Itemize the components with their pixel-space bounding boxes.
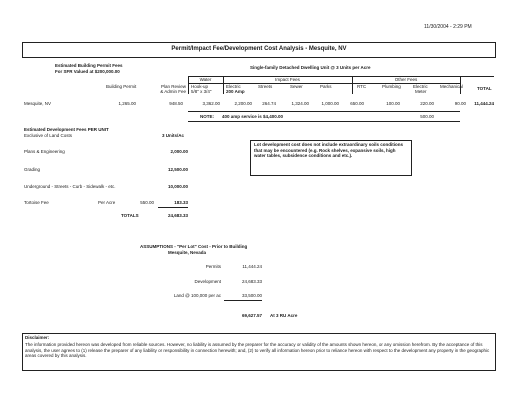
assumption-total-value: 69,627.57	[241, 313, 262, 318]
col-electric-meter-2: Meter	[415, 89, 427, 94]
row-rtc: 650.00	[350, 101, 364, 106]
disclaimer-text: The information provided hereon was developed from reliable sources. However, no liability is assumed by the preparer for the accuracy or validity of the amounts shown hereon, or any omission herefrom. By the acceptance of this analysis, the user agrees to (1) release the preparer of any liability or responsibility in connection herewith; and, (2) to verify all information hereon prior to reliance hereon with respect to the development any property in the geographic areas covered by this analysis.	[25, 342, 490, 358]
timestamp: 11/30/2004 - 2:29 PM	[424, 24, 472, 30]
col-plan-review-2: & Admin Fee	[160, 89, 186, 94]
col-electric-meter-1: Electric	[413, 84, 428, 89]
col-electric-1: Electric	[226, 84, 241, 89]
dev-item-label: Grading	[24, 167, 41, 172]
col-plan-review-1: Plan Review	[160, 84, 186, 89]
totals-value: 24,683.33	[167, 213, 188, 218]
disclaimer-label: Disclaimer:	[25, 335, 50, 340]
col-total: TOTAL	[477, 86, 492, 91]
col-rtc: RTC	[357, 84, 367, 89]
dev-item-label: Underground - Streets - Curb - Sidewalk - etc.	[24, 184, 116, 189]
assumption-permits-label: Permits	[205, 264, 221, 269]
row-plan-review: 948.50	[169, 101, 183, 106]
row-building-permit: 1,265.00	[118, 101, 136, 106]
row-plumbing: 100.00	[386, 101, 400, 106]
dev-item-value: 2,000.00	[170, 149, 188, 154]
row-electric-meter: 220.00	[420, 101, 434, 106]
row-total: 11,444.24	[474, 101, 494, 106]
dev-heading-1: Estimated Development Fees PER UNIT	[24, 127, 109, 132]
col-streets: Streets	[258, 84, 273, 89]
permit-heading-2: For SFR Valued at $200,000.00	[55, 69, 120, 74]
dev-item-value: 10,000.00	[167, 184, 188, 189]
row-electric: 2,200.00	[234, 101, 252, 106]
tortoise-underline	[158, 207, 188, 208]
col-mechanical: Mechanical	[440, 84, 463, 89]
tortoise-label: Tortoise Fee	[24, 200, 49, 205]
note-label: NOTE:	[200, 114, 214, 119]
row-parks: 1,000.00	[321, 101, 339, 106]
dwelling-heading: Single-family Detached Dwelling Unit @ 3 Units per Acre	[250, 65, 371, 70]
assumption-land-label: Land @ 100,000 per ac	[173, 293, 221, 298]
assumption-development-label: Development	[194, 279, 221, 284]
dev-units-label: 3 Units/Ac	[162, 133, 185, 138]
row-streets: 264.74	[262, 101, 276, 106]
tortoise-rate: 550.00	[140, 200, 154, 205]
col-electric-2: 200 Amp	[226, 89, 245, 94]
assumption-permits-value: 11,444.24	[242, 264, 262, 269]
row-sewer: 1,324.00	[291, 101, 309, 106]
assumption-total-note: At 3 RU Acre	[270, 313, 298, 318]
col-sewer: Sewer	[290, 84, 303, 89]
col-parks: Parks	[320, 84, 332, 89]
dev-item-value: 12,500.00	[167, 167, 188, 172]
lot-note-text: Lot development cost does not include extraordinary soils conditions that may be encountered (e.g. Rock shelves, expansive soils, high water tables, subsidence conditions and etc.).	[254, 142, 404, 158]
group-other: Other Fees	[394, 77, 418, 82]
row-mechanical: 90.00	[454, 101, 466, 106]
tortoise-value: 183.33	[174, 200, 188, 205]
assumption-development-value: 24,683.33	[241, 279, 262, 284]
col-building-permit: Building Permit	[106, 84, 137, 89]
tortoise-per: Per Acre	[98, 200, 116, 205]
col-hookup-2: 5/8" x 3/4"	[191, 89, 212, 94]
totals-label: TOTALS	[121, 213, 139, 218]
dev-item-label: Plans & Engineering	[24, 149, 65, 154]
col-hookup-1: Hook-up	[191, 84, 209, 89]
assumption-land-value: 33,500.00	[241, 293, 262, 298]
group-impact: Impact Fees	[275, 77, 300, 82]
row-label: Mesquite, NV	[24, 101, 52, 106]
permit-heading-1: Estimated Building Permit Fees	[55, 63, 123, 68]
note-top-rule	[188, 111, 460, 112]
note-value: 500.00	[420, 114, 434, 119]
assumptions-heading-2: Mesquite, Nevada	[168, 250, 207, 255]
assumptions-heading-1: ASSUMPTIONS - "Per Lot" Cost - Prior to Building	[140, 244, 248, 249]
page-title: Permit/Impact Fee/Development Cost Analysis - Mesquite, NV	[171, 46, 347, 52]
note-text: 400 amp service is $4,400.00	[222, 114, 284, 119]
col-plumbing: Plumbing	[382, 84, 401, 89]
dev-heading-2: Exclusive of Land Costs	[24, 133, 73, 138]
note-bottom-rule	[188, 121, 460, 122]
land-underline	[224, 300, 262, 301]
row-hookup: 3,362.00	[202, 101, 220, 106]
group-water: Water	[199, 77, 212, 82]
